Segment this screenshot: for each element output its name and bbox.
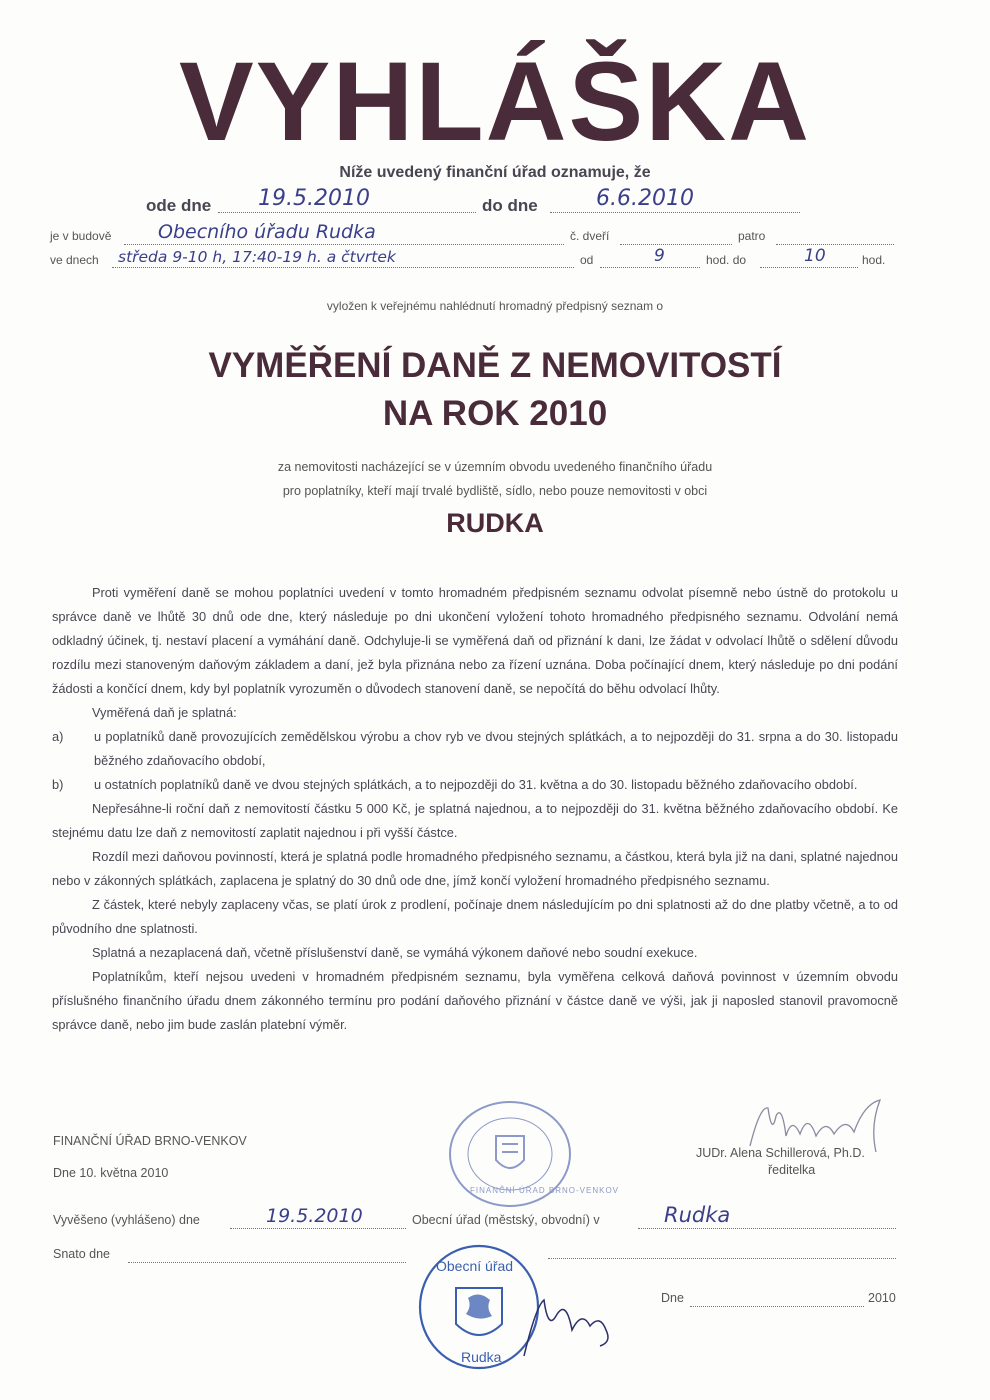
days-value: středa 9-10 h, 17:40-19 h. a čtvrtek	[118, 248, 396, 266]
building-value: Obecního úřadu Rudka	[158, 221, 376, 243]
to-date-field	[550, 186, 800, 213]
document-title: VYHLÁŠKA	[178, 39, 812, 164]
building-field	[124, 222, 564, 245]
hours-to-label: hod. do	[706, 253, 747, 267]
mayor-signature	[510, 1286, 622, 1368]
floor-field	[776, 222, 894, 245]
subheading-line1: za nemovitosti nacházející se v územním obvodu uvedeného finančního úřadu	[277, 460, 713, 474]
issue-date: Dne 10. května 2010	[53, 1166, 169, 1180]
body-text	[52, 581, 898, 1037]
list-text-a: u poplatníků daně provozujících zemědělskou výrobu a chov ryb ve dvou stejných splátkách, a to nejpozději do 31. srpna a do 30. listopadu běžného zdaňovacího období,	[94, 729, 898, 768]
floor-label: patro	[738, 229, 766, 243]
office-name: FINANČNÍ ÚŘAD BRNO-VENKOV	[53, 1134, 247, 1148]
hours-from-value: 9	[654, 246, 665, 266]
days-field	[112, 245, 574, 268]
building-label: je v budově	[50, 229, 112, 243]
date-field	[690, 1284, 864, 1307]
displayed-text: vyložen k veřejnému nahlédnutí hromadný předpisný seznam o	[326, 299, 664, 313]
date-year: 2010	[868, 1291, 896, 1305]
town-name: RUDKA	[446, 508, 544, 538]
municipal-stamp-bottom: Rudka	[461, 1349, 502, 1365]
municipal-label: Obecní úřad (městský, obvodní) v	[412, 1213, 600, 1227]
paragraph-enforcement: Splatná a nezaplacená daň, včetně příslušenství daně, se vymáhá výkonem daňové nebo soudní exekuce.	[92, 945, 698, 960]
door-field	[620, 222, 732, 245]
to-date-label: do dne	[482, 196, 538, 215]
list-marker-a: a)	[52, 729, 64, 744]
hours-to-field	[760, 245, 858, 268]
date-label: Dne	[661, 1291, 684, 1305]
signer-title: ředitelka	[768, 1163, 816, 1177]
paragraph-unlisted: Poplatníkům, kteří nejsou uvedeni v hromadném předpisném seznamu, byla vyměřena celková daňová povinnost v územním obvodu příslušného finančního úřadu dnem zákonného termínu pro podání daňového přiznání v částce daně ve výši, jak ji naposled stanovil pravomocně správce daně, nebo jim bude zaslán platební výměr.	[52, 969, 898, 1032]
removed-label: Snato dne	[53, 1247, 110, 1261]
paragraph-difference: Rozdíl mezi daňovou povinností, která je splatná podle hromadného předpisného seznamu, a částkou, která byla již na dani, splatné najednou nebo v zákonných splátkách, zaplacena je splatný do 30 dnů ode dne, jímž končí vyložení hromadného předpisného seznamu.	[52, 849, 898, 888]
municipal-value: Rudka	[664, 1203, 731, 1227]
list-marker-b: b)	[52, 777, 64, 792]
main-heading-line2: NA ROK 2010	[382, 394, 608, 433]
removed-field	[128, 1240, 406, 1263]
list-text-b: u ostatních poplatníků daně ve dvou stejných splátkách, a to nejpozději do 31. května a do 30. listopadu běžného zdaňovacího období.	[94, 777, 858, 792]
door-label: č. dveří	[570, 229, 610, 243]
days-label: ve dnech	[50, 253, 99, 267]
signer-name: JUDr. Alena Schillerová, Ph.D.	[696, 1146, 865, 1160]
main-heading-line1: VYMĚŘENÍ DANĚ Z NEMOVITOSTÍ	[208, 346, 782, 385]
paragraph-single-payment: Nepřesáhne-li roční daň z nemovitostí částku 5 000 Kč, je splatná najednou, a to nejpozději do 31. května běžného zdaňovacího období. Ke stejnému datu lze daň z nemovitostí zaplatit najednou i při vyšší částce.	[52, 801, 898, 840]
to-date-value: 6.6.2010	[596, 186, 694, 211]
hours-unit: hod.	[862, 253, 886, 267]
municipal-field	[638, 1203, 896, 1229]
from-date-label: ode dne	[146, 196, 212, 215]
municipal-stamp-top: Obecní úřad	[436, 1258, 514, 1274]
subheading-line2: pro poplatníky, kteří mají trvalé bydliště, sídlo, nebo pouze nemovitosti v obci	[282, 484, 708, 498]
list-item-b	[52, 773, 898, 797]
from-date-field	[218, 186, 476, 213]
hours-from-field	[600, 245, 700, 268]
announcement-line: Níže uvedený finanční úřad oznamuje, že	[339, 164, 651, 181]
financial-stamp-text: FINANČNÍ ÚŘAD BRNO-VENKOV	[470, 1186, 620, 1195]
posted-label: Vyvěšeno (vyhlášeno) dne	[53, 1213, 200, 1227]
removed-extra-field	[548, 1236, 896, 1259]
paragraph-appeal: Proti vyměření daně se mohou poplatníci uvedení v tomto hromadném předpisném seznamu odvolat písemně nebo ústně do protokolu u správce daně ve lhůtě 30 dnů ode dne, který následuje po dni ukončení vyložení tohoto hromadného předpisného seznamu. Odvolání nemá odkladný účinek, tj. nestaví placení a vymáhání daně. Odchyluje-li se vyměřená daň od přiznání k dani, lze žádat v odvolací lhůtě o sdělení důvodu rozdílu mezi stanoveným daňovým základem a daní, jež byla přiznána nebo za řízení uznána. Doba počínající dnem, který následuje po dni podání žádosti a končící dnem, kdy byl poplatník vyrozuměn o důvodech stanovení daně, se nepočítá do běhu odvolací lhůty.	[52, 585, 898, 696]
posted-value: 19.5.2010	[266, 1205, 363, 1227]
hours-to-value: 10	[804, 246, 826, 266]
posted-field	[230, 1206, 406, 1229]
paragraph-interest: Z částek, které nebyly zaplaceny včas, se platí úrok z prodlení, počínaje dnem následujícím po dni splatnosti až do dne platby včetně, a to od původního dne splatnosti.	[52, 897, 898, 936]
list-item-a	[52, 725, 898, 773]
hours-from-label: od	[580, 253, 594, 267]
from-date-value: 19.5.2010	[258, 186, 370, 211]
paragraph-due: Vyměřená daň je splatná:	[92, 705, 237, 720]
